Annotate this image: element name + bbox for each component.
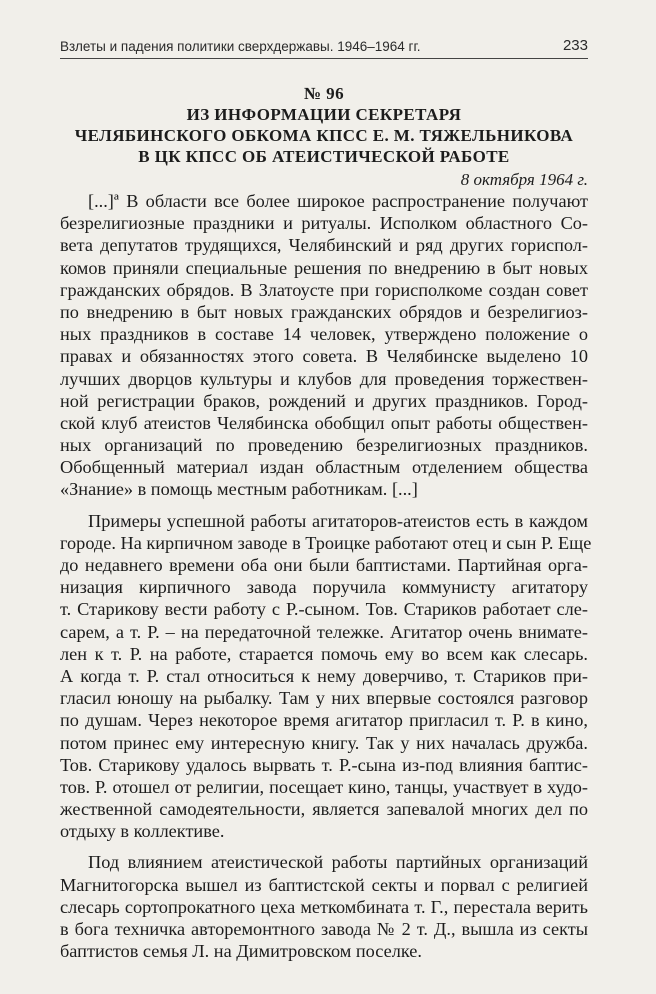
text-line: Магнитогорска вышел из баптистской секты и порвал с религией bbox=[60, 874, 588, 895]
paragraph bbox=[60, 510, 592, 843]
document-date: 8 октября 1964 г. bbox=[460, 170, 588, 189]
text-line: по внедрению в быт новых гражданских обрядов и безрелигиоз- bbox=[60, 301, 588, 322]
document-title bbox=[60, 104, 588, 167]
document-number: № 96 bbox=[303, 84, 345, 103]
text-line: Тов. Старикову удалось вырвать т. Р.-сына из-под влияния баптис- bbox=[60, 754, 588, 775]
text-line: безрелигиозные праздники и ритуалы. Исполком областного Со- bbox=[60, 213, 588, 234]
document-title-line: ЧЕЛЯБИНСКОГО ОБКОМА КПСС Е. М. ТЯЖЕЛЬНИКОВА bbox=[74, 126, 574, 145]
text-line: потом принес ему интересную книгу. Так у них началась дружба. bbox=[60, 732, 588, 753]
text-line: гласил юношу на рыбалку. Там у них впервые состоялся разговор bbox=[60, 688, 588, 709]
paragraph bbox=[60, 190, 588, 501]
text-line: [...]ª В области все более широкое распространение получают bbox=[88, 191, 588, 211]
document-title-line: ИЗ ИНФОРМАЦИИ СЕКРЕТАРЯ bbox=[186, 105, 462, 124]
text-line: тов. Р. отошел от религии, посещает кино, танцы, участвует в худо- bbox=[60, 776, 588, 797]
text-line: комов приняли специальные решения по внедрению в быт новых bbox=[60, 257, 588, 278]
text-line: сарем, а т. Р. – на передаточной тележке. Агитатор очень внимате- bbox=[60, 621, 588, 642]
text-line: слесарь сортопрокатного цеха меткомбината т. Г., перестала верить bbox=[60, 896, 588, 917]
text-line: ных праздников в составе 14 человек, утверждено положение о bbox=[60, 324, 588, 345]
paragraph bbox=[60, 851, 588, 962]
text-line: вета депутатов трудящихся, Челябинский и ряд других гориспол- bbox=[60, 235, 588, 256]
text-line: ных организаций по проведению безрелигиозных праздников. bbox=[60, 435, 588, 456]
text-line: лучших дворцов культуры и клубов для проведения торжествен- bbox=[60, 368, 588, 389]
text-line: правах и обязанностях этого совета. В Челябинске выделено 10 bbox=[60, 346, 588, 367]
page-number: 233 bbox=[562, 37, 588, 54]
running-head bbox=[60, 38, 588, 59]
text-line: А когда т. Р. стал относиться к нему доверчиво, т. Стариков при- bbox=[60, 665, 588, 686]
text-line: городе. На кирпичном заводе в Троицке работают отец и сын Р. Еще bbox=[60, 532, 592, 553]
text-line: ной регистрации браков, рождений и других праздников. Город- bbox=[60, 390, 588, 411]
document-title-line: В ЦК КПСС ОБ АТЕИСТИЧЕСКОЙ РАБОТЕ bbox=[138, 147, 510, 166]
text-line: баптистов семья Л. на Димитровском поселке. bbox=[60, 941, 422, 962]
text-line: отдыху в коллективе. bbox=[60, 821, 225, 842]
text-line: Примеры успешной работы агитаторов-атеистов есть в каждом bbox=[88, 510, 588, 531]
text-line: лен к т. Р. на работе, старается помочь ему во всем как слесарь. bbox=[60, 643, 588, 664]
text-line: жественной самодеятельности, является запевалой многих дел по bbox=[60, 799, 588, 820]
text-line: в бога техничка авторемонтного завода № 2 т. Д., вышла из секты bbox=[60, 919, 588, 939]
text-line: ской клуб атеистов Челябинска обобщил опыт работы обществен- bbox=[60, 412, 588, 433]
text-line: «Знание» в помощь местным работникам. [...] bbox=[60, 479, 418, 500]
text-line: по душам. Через некоторое время агитатор пригласил т. Р. в кино, bbox=[60, 710, 588, 731]
text-line: Обобщенный материал издан областным отделением общества bbox=[60, 457, 588, 478]
text-line: гражданских обрядов. В Златоусте при горисполкоме создан совет bbox=[60, 279, 588, 300]
text-line: т. Старикову вести работу с Р.-сыном. Тов. Стариков работает сле- bbox=[60, 599, 588, 620]
text-line: низация кирпичного завода поручила коммунисту агитатору bbox=[60, 577, 588, 598]
document-body bbox=[60, 190, 592, 962]
document-header bbox=[60, 84, 588, 167]
running-head-title: Взлеты и падения политики сверхдержавы. 1946–1964 гг. bbox=[60, 39, 421, 54]
text-line: Под влиянием атеистической работы партийных организаций bbox=[88, 852, 588, 873]
text-line: до недавнего времени оба они были баптистами. Партийная орга- bbox=[60, 555, 588, 575]
